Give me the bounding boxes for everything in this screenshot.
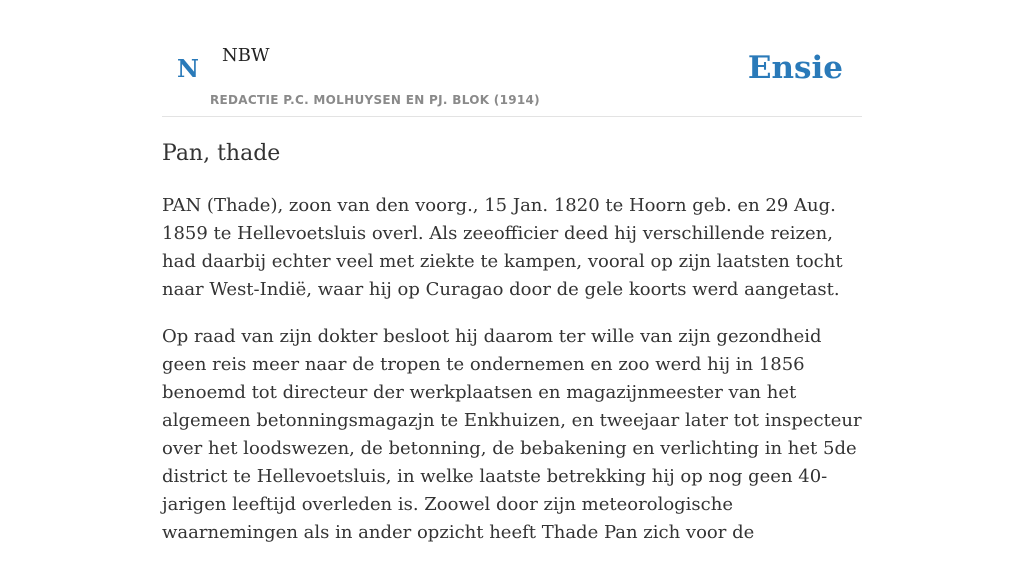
publication-subtitle: REDACTIE P.C. MOLHUYSEN EN PJ. BLOK (1914)	[210, 93, 540, 107]
publication-name[interactable]: NBW	[222, 45, 270, 66]
site-header	[162, 0, 862, 117]
article-paragraph: Op raad van zijn dokter besloot hij daarom ter wille van zijn gezondheid geen reis meer naar de tropen te ondernemen en zoo werd hij in 1856 benoemd tot directeur der werkplaatsen en magazijnmeester van het algemeen betonningsmagazjn te Enkhuizen, en tweejaar later tot inspecteur over het loodswezen, de betonning, de bebakening en verlichting in het 5de district te Hellevoetsluis, in welke laatste betrekking hij op nog geen 40-jarigen leeftijd overleden is. Zoowel door zijn meteorologische waarnemingen als in ander opzicht heeft Thade Pan zich voor de	[162, 326, 862, 543]
article-body	[162, 192, 862, 566]
article-title: Pan, thade	[162, 141, 281, 166]
nbw-logo[interactable]: N	[177, 54, 199, 83]
article-paragraph: PAN (Thade), zoon van den voorg., 15 Jan. 1820 te Hoorn geb. en 29 Aug. 1859 te Hellevoetsluis overl. Als zeeofficier deed hij verschillende reizen, had daarbij echter veel met ziekte te kampen, vooral op zijn laatsten tocht naar West-Indië, waar hij op Curagao door de gele koorts werd aangetast.	[162, 195, 843, 300]
ensie-logo[interactable]: Ensie	[747, 50, 843, 86]
